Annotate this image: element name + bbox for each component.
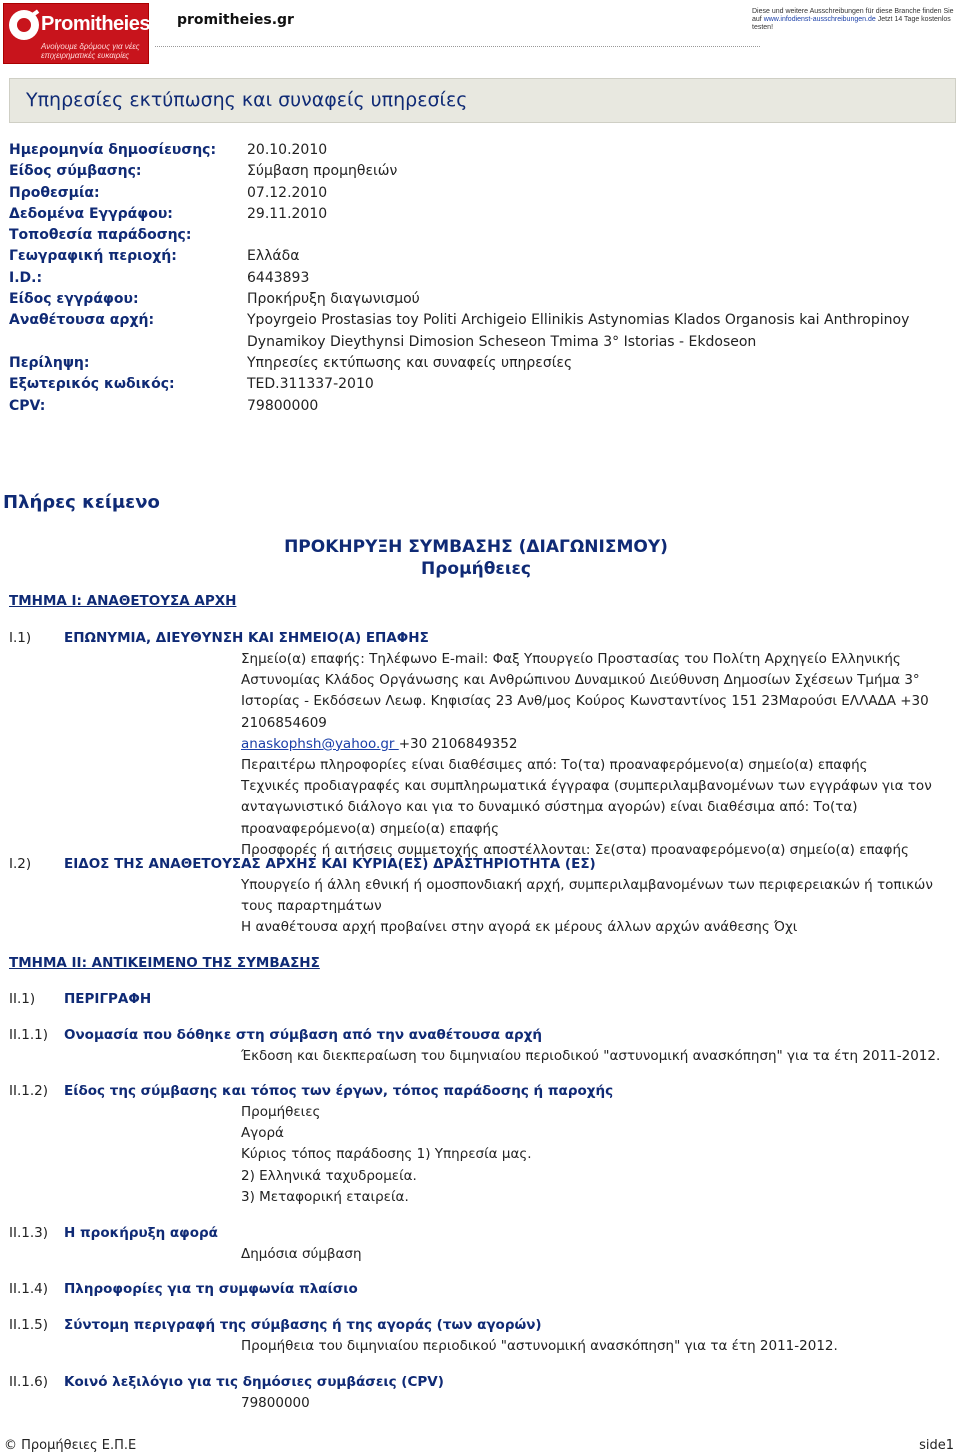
logo-icon: [9, 10, 39, 40]
notice-title: [0, 536, 952, 580]
contract-type-line: Προμήθειες: [241, 1104, 321, 1120]
meta-label: Δεδομένα Εγγράφου:: [9, 205, 173, 222]
item-number: II.1): [9, 991, 36, 1007]
meta-value: Ypoyrgeio Prostasias toy Politi Archigeio Ellinikis Astynomias Klados Organosis kai Anthropinoy Dynamikoy Dieythynsi Dimosion Scheseon Tmima 3° Istorias - Ekdoseon: [247, 312, 910, 350]
footer-copyright: © Προμήθειες Ε.Π.Ε: [4, 1438, 137, 1453]
contract-type-line: 3) Μεταφορική εταιρεία.: [241, 1188, 409, 1205]
meta-label: Γεωγραφική περιοχή:: [9, 248, 177, 265]
submission-text: Προσφορές ή αιτήσεις συμμετοχής αποστέλλονται: Σε(στα) προαναφερόμενο(α) σημείο(α) επαφής: [241, 841, 909, 858]
meta-label: Τοποθεσία παράδοσης:: [9, 227, 192, 244]
meta-row: [9, 396, 939, 417]
item-number: I.2): [9, 856, 32, 872]
authority-type-text: Υπουργείο ή άλλη εθνική ή ομοσπονδιακή αρχή, συμπεριλαμβανομένων των περιφερειακών ή τοπικών τους παραρτημάτων: [241, 877, 933, 915]
item-heading: Ονομασία που δόθηκε στη σύμβαση από την αναθέτουσα αρχή: [64, 1027, 543, 1043]
item-heading: ΕΙΔΟΣ ΤΗΣ ΑΝΑΘΕΤΟΥΣΑΣ ΑΡΧΗΣ ΚΑΙ ΚΥΡΙΑ(ΕΣ) ΔΡΑΣΤΗΡΙΟΤΗΤΑ (ΕΣ): [64, 856, 596, 872]
meta-row: [9, 225, 939, 246]
meta-value: Σύμβαση προμηθειών: [247, 163, 398, 180]
meta-table: [9, 140, 939, 417]
item-number: II.1.1): [9, 1027, 48, 1043]
part-heading: ΤΜΗΜΑ II: ΑΝΤΙΚΕΙΜΕΝΟ ΤΗΣ ΣΥΜΒΑΣΗΣ: [9, 955, 320, 971]
title-bar: [9, 78, 956, 123]
footer-page-label: side1: [919, 1438, 954, 1453]
item-heading: Είδος της σύμβασης και τόπος των έργων, τόπος παράδοσης ή παροχής: [64, 1083, 614, 1099]
meta-row: [9, 353, 939, 374]
logo-tagline: Ανοίγουμε δρόμους για νέες επιχειρηματικές ευκαιρίες: [41, 42, 140, 60]
meta-row: [9, 140, 939, 161]
item-body: [241, 1393, 941, 1414]
item-body: [241, 875, 941, 939]
meta-value: Προκήρυξη διαγωνισμού: [247, 291, 420, 308]
item-heading: Η προκήρυξη αφορά: [64, 1225, 218, 1241]
meta-value: Ελλάδα: [247, 248, 300, 265]
meta-row: [9, 161, 939, 182]
ad-text: Diese und weitere Ausschreibungen für diese Branche finden Sie auf: [752, 8, 954, 23]
meta-label: Περίληψη:: [9, 354, 90, 371]
meta-row: [9, 246, 939, 267]
contract-title-text: Έκδοση και διεκπεραίωση του διμηνιαίου περιοδικού "αστυνομική ανασκόπηση" για τα έτη 2011-2012.: [241, 1048, 941, 1064]
email-link[interactable]: anaskophsh@yahoo.gr: [241, 735, 399, 752]
meta-row: [9, 289, 939, 310]
item-number: II.1.3): [9, 1225, 48, 1241]
notice-concerns-text: Δημόσια σύμβαση: [241, 1246, 362, 1262]
part-heading: ΤΜΗΜΑ I: ΑΝΑΘΕΤΟΥΣΑ ΑΡΧΗ: [9, 593, 237, 609]
meta-value: Υπηρεσίες εκτύπωσης και συναφείς υπηρεσίες: [247, 354, 573, 371]
ad-banner: [752, 8, 958, 32]
meta-label: Ημερομηνία δημοσίευσης:: [9, 142, 217, 158]
cpv-code-text: 79800000: [241, 1395, 310, 1411]
short-description-text: Προμήθεια του διμηνιαίου περιοδικού "αστυνομική ανασκόπηση" για τα έτη 2011-2012.: [241, 1338, 838, 1354]
meta-row: [9, 374, 939, 395]
item-number: II.1.2): [9, 1083, 48, 1099]
page-title: Υπηρεσίες εκτύπωσης και συναφείς υπηρεσίες: [26, 89, 468, 111]
contract-type-line: 2) Ελληνικά ταχυδρομεία.: [241, 1167, 417, 1184]
page-header: [0, 0, 960, 66]
contract-type-line: Αγορά: [241, 1125, 284, 1142]
item-body: [241, 1336, 941, 1357]
meta-value: TED.311337-2010: [247, 376, 374, 393]
purchase-on-behalf-text: Η αναθέτουσα αρχή προβαίνει στην αγορά εκ μέρους άλλων αρχών ανάθεσης Όχι: [241, 919, 798, 936]
item-heading: Σύντομη περιγραφή της σύμβασης ή της αγοράς (των αγορών): [64, 1317, 542, 1333]
site-logo[interactable]: [3, 3, 175, 64]
logo-name: Promitheies.gr: [41, 13, 175, 35]
item-number: II.1.5): [9, 1317, 48, 1333]
meta-label: CPV:: [9, 397, 46, 414]
full-text-heading: Πλήρες κείμενο: [3, 492, 160, 513]
phone-text: +30 2106849352: [398, 735, 518, 752]
item-heading: Πληροφορίες για τη συμφωνία πλαίσιο: [64, 1281, 358, 1297]
meta-label: Είδος εγγράφου:: [9, 291, 139, 308]
header-divider: [155, 46, 760, 47]
item-heading: ΠΕΡΙΓΡΑΦΗ: [64, 991, 152, 1007]
further-info-text: Περαιτέρω πληροφορίες είναι διαθέσιμες από: Το(τα) προαναφερόμενο(α) σημείο(α) επαφής: [241, 757, 868, 774]
item-number: II.1.6): [9, 1374, 48, 1390]
item-body: [241, 1244, 941, 1265]
contact-text: Σημείο(α) επαφής: Τηλέφωνο E-mail: Φαξ Υπουργείο Προστασίας του Πολίτη Αρχηγείο Ελληνικής Αστυνομίας Κλάδος Οργάνωσης και Ανθρώπινου Δυναμικού Διεύθυνση Δημοσίων Σχέσεων Τμήμα 3° Ιστορίας - Εκδόσεων Λεωφ. Κηφισίας 23 Ανθ/μος Κούρος Κωνσταντίνος 151 23Μαρούσι ΕΛΛΑΔΑ +30 2106854609: [241, 651, 929, 731]
item-body: [241, 1046, 941, 1067]
ad-suffix: Jetzt 14 Tage kostenlos testen!: [752, 16, 951, 31]
item-number: I.1): [9, 630, 32, 646]
meta-label: Προθεσμία:: [9, 184, 100, 201]
meta-label: Αναθέτουσα αρχή:: [9, 312, 155, 329]
item-body: [241, 649, 941, 861]
notice-title-line2: Προμήθειες: [421, 559, 531, 579]
item-number: II.1.4): [9, 1281, 48, 1297]
meta-row: [9, 268, 939, 289]
item-heading: Κοινό λεξιλόγιο για τις δημόσιες συμβάσεις (CPV): [64, 1374, 444, 1390]
meta-label: Είδος σύμβασης:: [9, 163, 142, 180]
meta-row: [9, 310, 939, 353]
meta-label: I.D.:: [9, 269, 43, 286]
notice-title-line1: ΠΡΟΚΗΡΥΞΗ ΣΥΜΒΑΣΗΣ (ΔΙΑΓΩΝΙΣΜΟΥ): [284, 537, 668, 557]
contract-type-line: Κύριος τόπος παράδοσης 1) Υπηρεσία μας.: [241, 1146, 532, 1163]
meta-label: Εξωτερικός κωδικός:: [9, 376, 175, 393]
meta-value: 29.11.2010: [247, 205, 328, 222]
ad-link[interactable]: www.infodienst-ausschreibungen.de: [763, 16, 876, 23]
meta-row: [9, 183, 939, 204]
meta-row: [9, 204, 939, 225]
meta-value: 07.12.2010: [247, 184, 328, 201]
meta-value: 20.10.2010: [247, 142, 328, 158]
tech-specs-text: Τεχνικές προδιαγραφές και συμπληρωματικά έγγραφα (συμπεριλαμβανομένων των εγγράφων για τον ανταγωνιστικό διάλογο και για το δυναμικό σύστημα αγορών) είναι διαθέσιμα από: Το(τα) προαναφερόμενο(α) σημείο(α) επαφής: [241, 778, 932, 837]
site-url[interactable]: promitheies.gr: [177, 12, 294, 28]
item-heading: ΕΠΩΝΥΜΙΑ, ΔΙΕΥΘΥΝΣΗ ΚΑΙ ΣΗΜΕΙΟ(Α) ΕΠΑΦΗΣ: [64, 630, 429, 646]
item-body: [241, 1102, 941, 1208]
meta-value: 79800000: [247, 397, 319, 414]
meta-value: 6443893: [247, 269, 310, 286]
